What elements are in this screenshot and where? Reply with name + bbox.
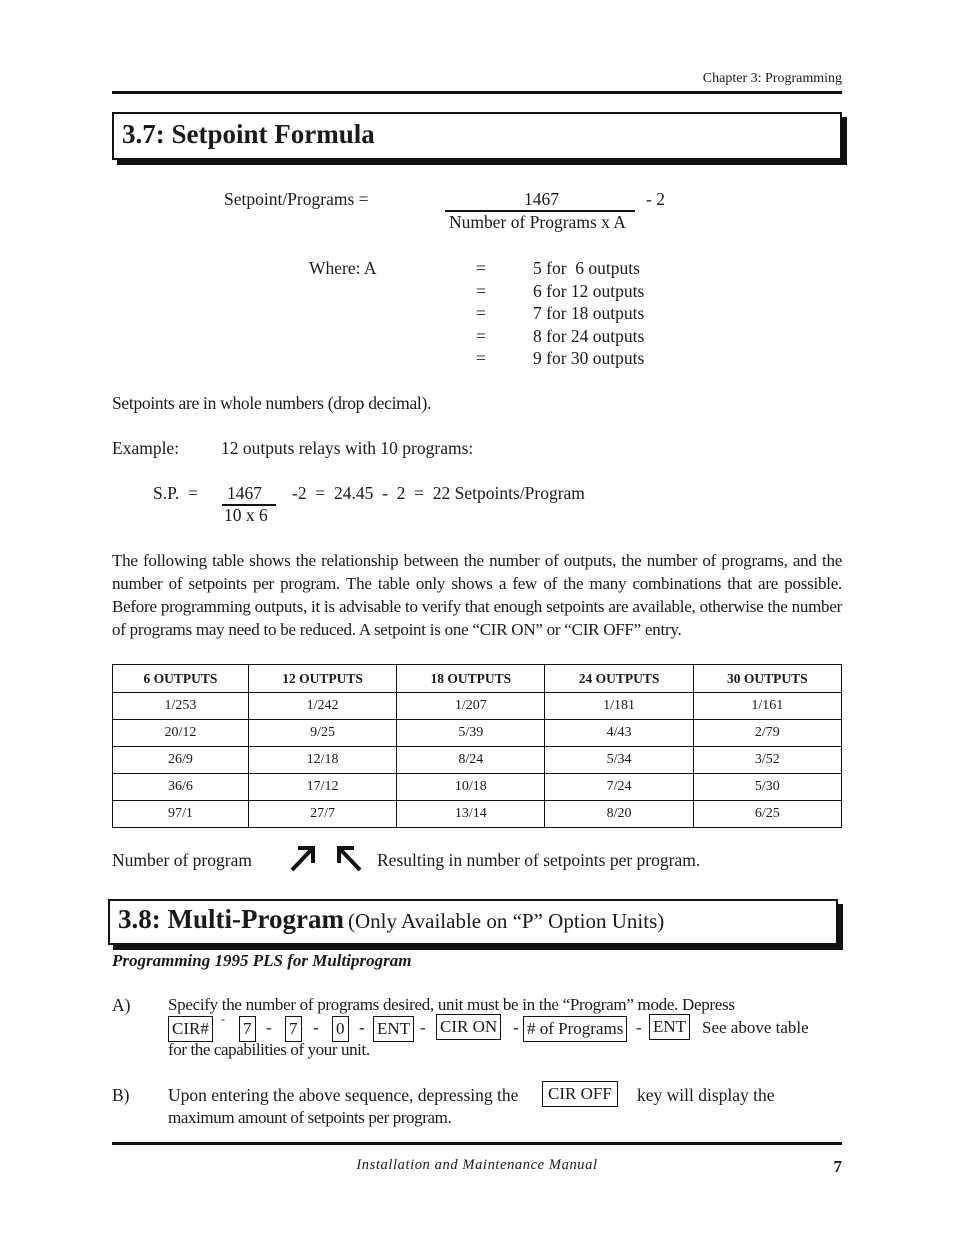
where-value-3: 7 for 18 outputs xyxy=(533,303,645,323)
key-number-of-programs: # of Programs xyxy=(523,1016,627,1042)
whole-numbers-note: Setpoints are in whole numbers (drop decimal). xyxy=(112,393,432,413)
top-rule xyxy=(112,91,842,94)
table-explanation-paragraph: The following table shows the relationship between the number of outputs, the number of programs, and the number of setpoints per program. The table only shows a few of the many combinations that are possible. Before programming outputs, it is advisable to verify that enough setpoints are available, otherwise the number of programs may need to be reduced. A setpoint is one “CIR ON” or “CIR OFF” entry. xyxy=(112,551,842,639)
where-value-2: 6 for 12 outputs xyxy=(533,281,645,301)
key-cir-off: CIR OFF xyxy=(542,1081,618,1107)
table-cell: 20/12 xyxy=(113,720,249,747)
page-number: 7 xyxy=(833,1157,842,1176)
where-label: Where: A xyxy=(309,258,377,278)
formula-denominator: Number of Programs x A xyxy=(449,212,626,232)
table-cell: 2/79 xyxy=(693,720,841,747)
table-cell: 1/161 xyxy=(693,693,841,720)
key-ent-first: ENT xyxy=(373,1016,414,1042)
table-header-24-outputs: 24 OUTPUTS xyxy=(545,665,693,693)
table-cell: 8/20 xyxy=(545,801,693,828)
table-cell: 9/25 xyxy=(248,720,396,747)
formula-label: Setpoint/Programs = xyxy=(224,189,369,209)
key-separator: - xyxy=(513,1018,519,1037)
table-header-row xyxy=(113,665,842,693)
table-row xyxy=(113,801,842,828)
formula-numerator: 1467 xyxy=(524,189,559,209)
sp-numerator: 1467 xyxy=(227,483,262,503)
table-header-18-outputs: 18 OUTPUTS xyxy=(397,665,545,693)
bottom-rule xyxy=(112,1142,842,1145)
table-cell: 97/1 xyxy=(113,801,249,828)
multiprogram-subheading: Programming 1995 PLS for Multiprogram xyxy=(112,951,412,970)
table-cell: 36/6 xyxy=(113,774,249,801)
key-7-second: 7 xyxy=(285,1016,302,1042)
where-value-1: 5 for 6 outputs xyxy=(533,258,640,278)
table-cell: 5/34 xyxy=(545,747,693,774)
arrow-up-left-icon xyxy=(333,843,365,873)
table-cell: 3/52 xyxy=(693,747,841,774)
table-cell: 13/14 xyxy=(397,801,545,828)
key-cir-number: CIR# xyxy=(168,1016,213,1042)
table-cell: 1/181 xyxy=(545,693,693,720)
example-label: Example: xyxy=(112,438,180,458)
step-b-label: B) xyxy=(112,1085,130,1105)
key-separator: - xyxy=(221,1012,225,1026)
where-eq-3: = xyxy=(476,303,486,323)
table-cell: 8/24 xyxy=(397,747,545,774)
where-eq-1: = xyxy=(476,258,486,278)
footer-manual-title: Installation and Maintenance Manual xyxy=(356,1157,598,1173)
table-cell: 5/39 xyxy=(397,720,545,747)
table-cell: 5/30 xyxy=(693,774,841,801)
chapter-header: Chapter 3: Programming xyxy=(702,71,842,86)
where-value-4: 8 for 24 outputs xyxy=(533,326,645,346)
example-text: 12 outputs relays with 10 programs: xyxy=(221,438,474,458)
section-3-8-subtitle: (Only Available on “P” Option Units) xyxy=(347,909,665,933)
section-3-7-title: 3.7: Setpoint Formula xyxy=(122,119,375,149)
table-cell: 4/43 xyxy=(545,720,693,747)
table-cell: 12/18 xyxy=(248,747,396,774)
arrow-up-right-icon xyxy=(287,843,319,873)
sp-result: -2 = 24.45 - 2 = 22 Setpoints/Program xyxy=(292,483,585,503)
table-cell: 7/24 xyxy=(545,774,693,801)
formula-minus: - 2 xyxy=(646,189,665,209)
table-cell: 6/25 xyxy=(693,801,841,828)
setpoint-table xyxy=(112,664,842,828)
key-7-first: 7 xyxy=(239,1016,256,1042)
key-0: 0 xyxy=(332,1016,349,1042)
table-row xyxy=(113,747,842,774)
table-cell: 1/242 xyxy=(248,693,396,720)
step-b-text-after: key will display the xyxy=(637,1085,775,1105)
table-row xyxy=(113,774,842,801)
where-eq-5: = xyxy=(476,348,486,368)
table-cell: 1/207 xyxy=(397,693,545,720)
where-value-5: 9 for 30 outputs xyxy=(533,348,645,368)
legend-number-of-program: Number of program xyxy=(112,850,252,870)
table-cell: 1/253 xyxy=(113,693,249,720)
key-separator: - xyxy=(313,1018,319,1037)
where-eq-2: = xyxy=(476,281,486,301)
step-a-line3: for the capabilities of your unit. xyxy=(168,1040,370,1059)
key-cir-on: CIR ON xyxy=(436,1014,501,1040)
key-separator: - xyxy=(420,1018,426,1037)
section-3-7-title-box xyxy=(112,112,842,160)
key-separator: - xyxy=(266,1018,272,1037)
key-separator: - xyxy=(636,1018,642,1037)
table-header-12-outputs: 12 OUTPUTS xyxy=(248,665,396,693)
table-row xyxy=(113,720,842,747)
step-a-label: A) xyxy=(112,995,131,1015)
table-cell: 17/12 xyxy=(248,774,396,801)
sp-label: S.P. = xyxy=(153,483,198,503)
step-a-see-table: See above table xyxy=(702,1018,809,1037)
key-ent-second: ENT xyxy=(649,1014,690,1040)
table-cell: 10/18 xyxy=(397,774,545,801)
legend-resulting-setpoints: Resulting in number of setpoints per program. xyxy=(377,850,701,870)
table-header-6-outputs: 6 OUTPUTS xyxy=(113,665,249,693)
table-header-30-outputs: 30 OUTPUTS xyxy=(693,665,841,693)
sp-denominator: 10 x 6 xyxy=(224,505,268,525)
step-b-line2: maximum amount of setpoints per program. xyxy=(168,1108,452,1127)
where-eq-4: = xyxy=(476,326,486,346)
table-cell: 26/9 xyxy=(113,747,249,774)
table-cell: 27/7 xyxy=(248,801,396,828)
section-3-8-heading xyxy=(118,904,664,935)
table-row xyxy=(113,693,842,720)
key-separator: - xyxy=(359,1018,365,1037)
section-3-8-title: 3.8: Multi-Program xyxy=(118,904,344,934)
step-a-line1: Specify the number of programs desired, unit must be in the “Program” mode. Depress xyxy=(168,995,735,1014)
section-3-8-title-box xyxy=(108,899,838,945)
step-b-text-before: Upon entering the above sequence, depressing the xyxy=(168,1085,519,1105)
